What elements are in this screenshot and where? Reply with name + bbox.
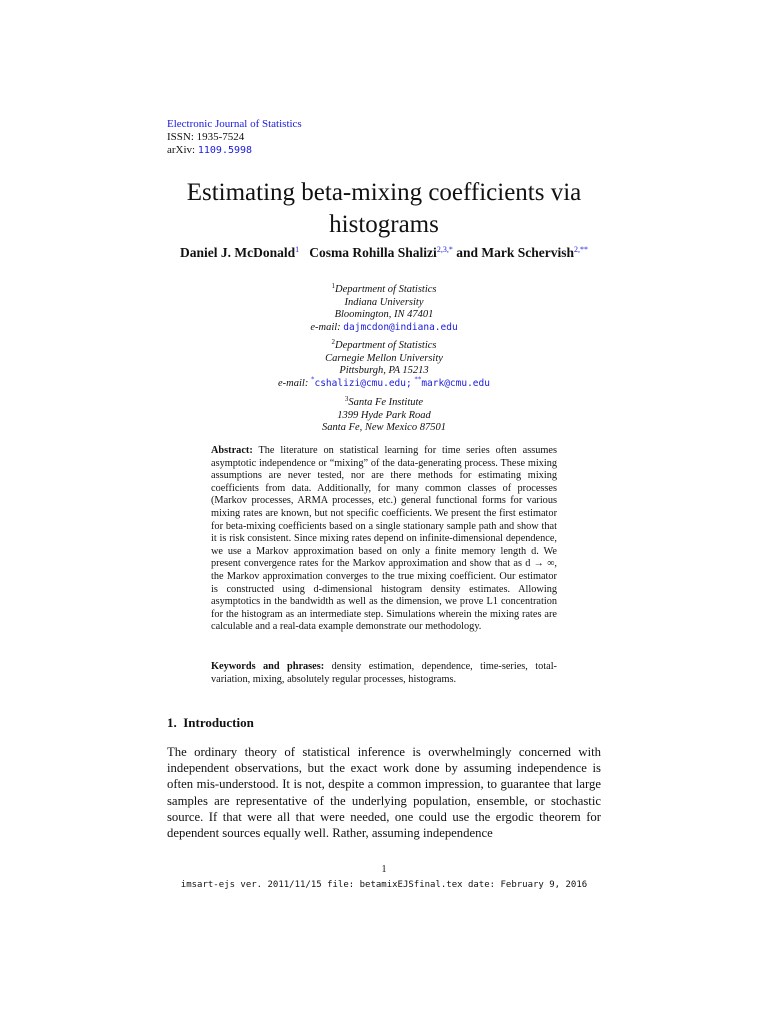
affil-city: Santa Fe, New Mexico 87501 (322, 422, 446, 433)
affiliation-2 (167, 340, 601, 390)
affil-city: Pittsburgh, PA 15213 (339, 365, 429, 376)
affil-dept: Santa Fe Institute (348, 397, 424, 408)
section-title: Introduction (183, 715, 254, 730)
keywords-label: Keywords and phrases: (211, 661, 325, 672)
author-connector: and (456, 245, 478, 260)
keywords (211, 661, 557, 686)
abstract (211, 445, 557, 634)
email-label: e-mail: (310, 321, 341, 333)
affil-dept: Department of Statistics (335, 340, 437, 351)
paper-title: Estimating beta-mixing coefficients via histograms (186, 179, 582, 238)
author-name: Cosma Rohilla Shalizi (309, 245, 437, 260)
body-paragraph: The ordinary theory of statistical inference is overwhelmingly concerned with independent observations, but the exact work done by assuming independence is often mis-understood. It is not, despite a common impression, to guarantee that large samples are representative of the underlying population, ensemble, or stochastic source. If that were all that were needed, one could use the ergodic theorem for dependent sources equally well. Rather, assuming independence (167, 745, 601, 841)
arxiv-label: arXiv: (167, 144, 196, 156)
issn: ISSN: 1935-7524 (167, 131, 245, 143)
page-footer: imsart-ejs ver. 2011/11/15 file: betamixEJSfinal.tex date: February 9, 2016 (180, 880, 588, 890)
affil-number: 1 (331, 282, 335, 290)
author-list (167, 244, 601, 261)
affil-number: 2 (331, 338, 335, 346)
email-label: e-mail: (278, 377, 309, 389)
abstract-label: Abstract: (211, 445, 253, 456)
affil-institution: Carnegie Mellon University (325, 352, 443, 364)
author-name: Daniel J. McDonald (180, 245, 296, 260)
section-heading (167, 715, 254, 731)
email-link[interactable]: cshalizi@cmu.edu; (314, 377, 412, 389)
affil-dept: Department of Statistics (335, 284, 437, 295)
affiliation-3 (167, 397, 601, 435)
affil-institution: Indiana University (344, 296, 424, 308)
email-link[interactable]: dajmcdon@indiana.edu (343, 321, 458, 333)
arxiv-id-link[interactable]: 1109.5998 (197, 145, 253, 156)
abstract-text: The literature on statistical learning for time series often assumes asymptotic independence or “mixing” of the data-generating process. These mixing assumptions are never tested, nor are there methods for estimating mixing coefficients from data. Additionally, for many common classes of processes (Markov processes, ARMA processes, etc.) general functional forms for various mixing rates are known, but not specific coefficients. We present the first estimator for beta-mixing coefficients based on a single stationary sample path and show that it is risk consistent. Since mixing rates depend on infinite-dimensional dependence, we use a Markov approximation based on only a finite memory length d. We present convergence rates for the Markov approximation and show that as d → ∞, the Markov approximation converges to the true mixing coefficient. Our estimator is constructed using d-dimensional histogram density estimates. Allowing asymptotics in the bandwidth as well as the dimension, we prove L1 concentration for the histogram as an intermediate step. Simulations wherein the mixing rates are calculable and a real-data example demonstrate our methodology. (211, 445, 557, 633)
affil-address: 1399 Hyde Park Road (337, 409, 431, 421)
journal-header (167, 118, 302, 157)
page-number: 1 (381, 864, 387, 875)
author-affil-mark[interactable]: 2,3,* (436, 245, 453, 254)
affil-number: 3 (344, 395, 349, 403)
email-mark: * (310, 375, 315, 383)
section-number: 1. (167, 715, 177, 730)
author-affil-mark[interactable]: 2,** (573, 245, 588, 254)
journal-name-link[interactable]: Electronic Journal of Statistics (167, 118, 302, 130)
email-mark: ** (414, 375, 422, 383)
affil-city: Bloomington, IN 47401 (334, 309, 434, 320)
arxiv-line (167, 144, 302, 157)
email-link[interactable]: mark@cmu.edu (421, 377, 490, 389)
author-affil-mark[interactable]: 1 (295, 245, 300, 254)
affiliation-1 (167, 284, 601, 334)
author-name: Mark Schervish (481, 245, 574, 260)
keywords-text: density estimation, dependence, time-series, total-variation, mixing, absolutely regular processes, histograms. (211, 661, 557, 685)
